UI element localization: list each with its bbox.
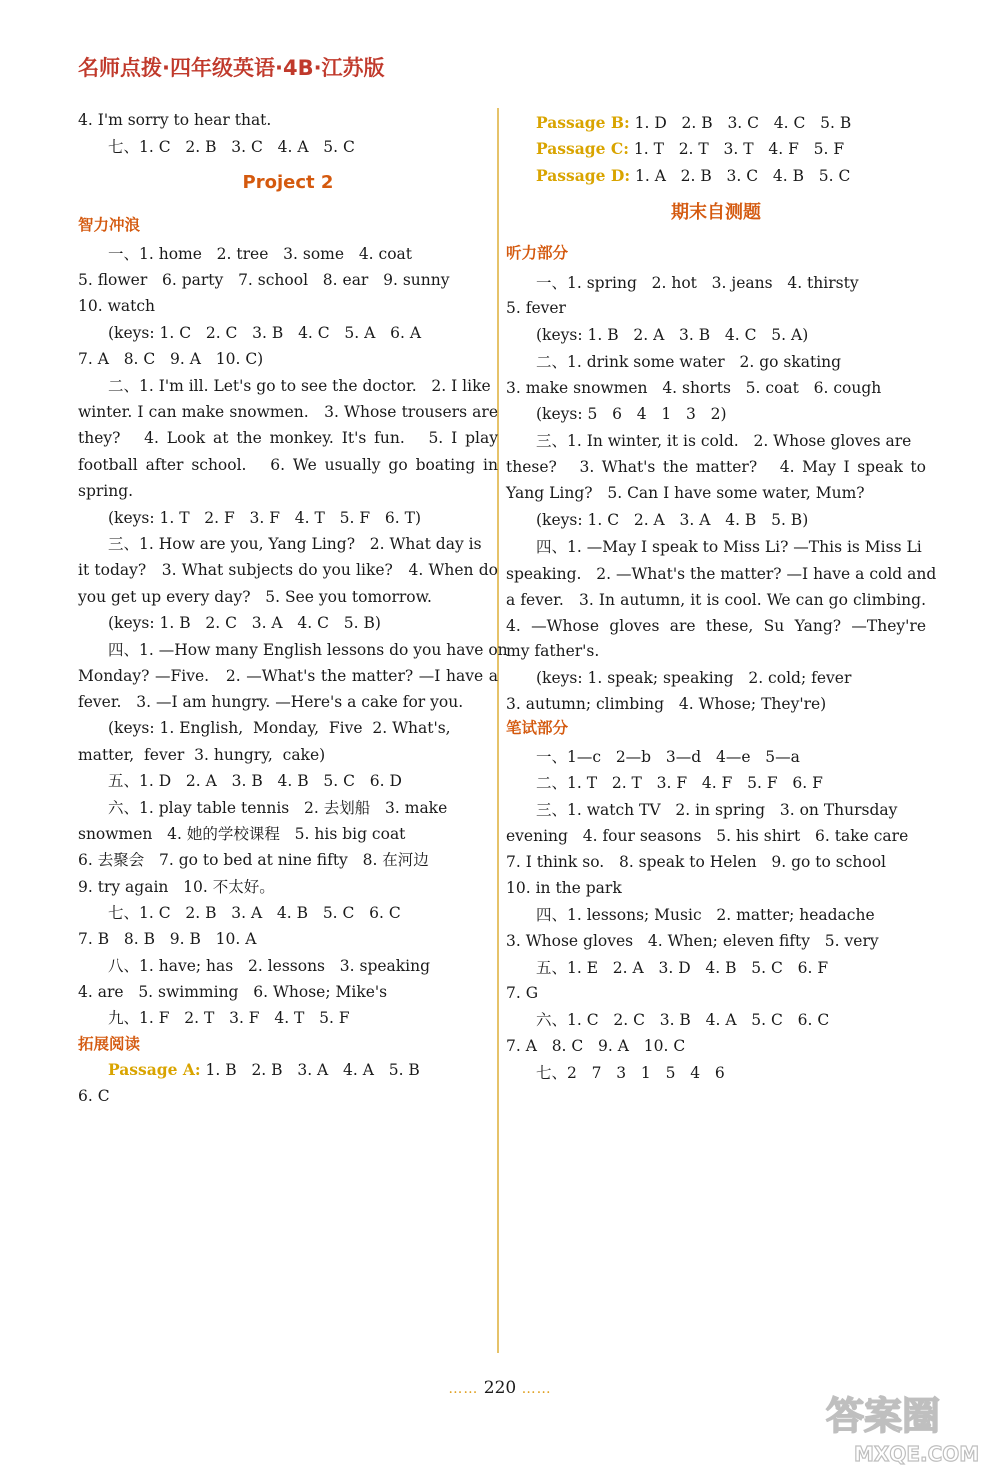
answer-line: 7. G <box>506 984 539 1002</box>
passage-label: Passage C: <box>536 139 629 158</box>
answer-line: 5. flower 6. party 7. school 8. ear 9. sunny <box>78 271 450 289</box>
answer-line: 五、1. E 2. A 3. D 4. B 5. C 6. F <box>536 959 829 977</box>
answer-line: 3. make snowmen 4. shorts 5. coat 6. cough <box>506 379 882 397</box>
answer-line: 7. B 8. B 9. B 10. A <box>78 930 257 948</box>
answer-line: 六、1. play table tennis 2. 去划船 3. make <box>108 799 448 817</box>
watermark-top-text: 答案圈 <box>826 1394 941 1438</box>
answer-line: 一、1. spring 2. hot 3. jeans 4. thirsty <box>536 274 859 292</box>
right-column <box>506 0 937 1471</box>
answer-line: 二、1. drink some water 2. go skating <box>536 353 842 371</box>
answer-line: 10. in the park <box>506 879 622 897</box>
answer-line: my father's. <box>506 642 600 660</box>
answer-line: 一、1. home 2. tree 3. some 4. coat <box>108 245 413 263</box>
answer-line: Yang Ling? 5. Can I have some water, Mum? <box>506 484 865 502</box>
answer-line: 三、1. How are you, Yang Ling? 2. What day is <box>108 535 482 553</box>
passage-label: Passage D: <box>536 166 631 185</box>
answer-line: 5. fever <box>506 299 566 317</box>
answer-line: 四、1. lessons; Music 2. matter; headache <box>536 906 875 924</box>
answer-line: 4. —Whose gloves are these, Su Yang? —They're <box>506 617 926 635</box>
answer-line: speaking. 2. —What's the matter? —I have a cold and <box>506 565 937 583</box>
answer-line: (keys: 1. B 2. A 3. B 4. C 5. A) <box>536 326 809 344</box>
watermark-bottom-text: MXQE.COM <box>854 1442 980 1466</box>
answer-line: (keys: 1. C 2. C 3. B 4. C 5. A 6. A <box>108 324 422 342</box>
passage-label: Passage A: <box>108 1060 201 1079</box>
watermark-logo <box>820 1385 995 1467</box>
answer-line: (keys: 1. speak; speaking 2. cold; fever <box>536 669 852 687</box>
page-header-title: 名师点拨·四年级英语·4B·江苏版 <box>78 56 385 80</box>
section-title: 期末自测题 <box>671 202 761 223</box>
answer-line: 二、1. T 2. T 3. F 4. F 5. F 6. F <box>536 774 823 792</box>
answer-line: 7. A 8. C 9. A 10. C) <box>78 350 264 368</box>
answer-line: fever. 3. —I am hungry. —Here's a cake for you. <box>78 693 464 711</box>
answer-line: winter. I can make snowmen. 3. Whose trousers are <box>78 403 498 421</box>
subsection-heading: 听力部分 <box>506 244 569 262</box>
footer-dots-right: …… <box>521 1381 552 1397</box>
answer-line: spring. <box>78 482 134 500</box>
passage-answers: 1. T 2. T 3. T 4. F 5. F <box>628 140 845 158</box>
answer-line: these? 3. What's the matter? 4. May I speak to <box>506 458 926 476</box>
footer-dots-left: …… <box>448 1381 479 1397</box>
answer-line: it today? 3. What subjects do you like? 4. When do <box>78 561 498 579</box>
answer-line: 9. try again 10. 不太好。 <box>78 878 275 896</box>
passage-answers: 1. A 2. B 3. C 4. B 5. C <box>630 167 851 185</box>
answer-line: 3. autumn; climbing 4. Whose; They're) <box>506 695 827 713</box>
answer-line: 五、1. D 2. A 3. B 4. B 5. C 6. D <box>108 772 402 790</box>
answer-line: they? 4. Look at the monkey. It's fun. 5. I play <box>78 429 498 447</box>
answer-line: 七、1. C 2. B 3. A 4. B 5. C 6. C <box>108 904 401 922</box>
answer-line: 一、1—c 2—b 3—d 4—e 5—a <box>536 748 800 766</box>
answer-line: snowmen 4. 她的学校课程 5. his big coat <box>78 825 406 843</box>
section-title: Project 2 <box>242 172 334 193</box>
answer-line: 九、1. F 2. T 3. F 4. T 5. F <box>108 1009 350 1027</box>
answer-line: 六、1. C 2. C 3. B 4. A 5. C 6. C <box>536 1011 830 1029</box>
answer-line: (keys: 1. T 2. F 3. F 4. T 5. F 6. T) <box>108 509 421 527</box>
page-footer <box>440 1378 560 1398</box>
answer-line: 10. watch <box>78 297 155 315</box>
answer-line: evening 4. four seasons 5. his shirt 6. take care <box>506 827 909 845</box>
answer-line: 6. C <box>78 1087 110 1105</box>
passage-answer-line <box>506 110 926 136</box>
subsection-heading: 智力冲浪 <box>78 216 141 234</box>
answer-line: 6. 去聚会 7. go to bed at nine fifty 8. 在河边 <box>78 851 429 869</box>
answer-line: 二、1. I'm ill. Let's go to see the doctor. 2. I like <box>108 377 491 395</box>
passage-answer-line <box>506 163 926 189</box>
answer-line: Monday? —Five. 2. —What's the matter? —I have a <box>78 667 498 685</box>
subsection-heading: 拓展阅读 <box>78 1035 141 1053</box>
answer-line: 四、1. —May I speak to Miss Li? —This is Miss Li <box>536 538 922 556</box>
answer-line: 七、2 7 3 1 5 4 6 <box>536 1064 725 1082</box>
answer-line: you get up every day? 5. See you tomorrow. <box>78 588 432 606</box>
passage-answer-line <box>78 1057 498 1083</box>
passage-answers: 1. B 2. B 3. A 4. A 5. B <box>200 1061 420 1079</box>
answer-line: 八、1. have; has 2. lessons 3. speaking <box>108 957 431 975</box>
subsection-heading: 笔试部分 <box>506 719 569 737</box>
answer-line: 三、1. watch TV 2. in spring 3. on Thursday <box>536 801 898 819</box>
passage-answers: 1. D 2. B 3. C 4. C 5. B <box>629 114 852 132</box>
answer-line: (keys: 1. B 2. C 3. A 4. C 5. B) <box>108 614 381 632</box>
passage-answer-line <box>506 136 926 162</box>
answer-line: 4. I'm sorry to hear that. <box>78 111 272 129</box>
answer-line: football after school. 6. We usually go boating in <box>78 456 498 474</box>
passage-label: Passage B: <box>536 113 630 132</box>
page-number: 220 <box>483 1378 517 1398</box>
answer-line: 3. Whose gloves 4. When; eleven fifty 5. very <box>506 932 879 950</box>
answer-line: 四、1. —How many English lessons do you have on <box>108 641 508 659</box>
answer-line: matter, fever 3. hungry, cake) <box>78 746 326 764</box>
answer-line: a fever. 3. In autumn, it is cool. We can go climbing. <box>506 591 926 609</box>
answer-line: (keys: 1. C 2. A 3. A 4. B 5. B) <box>536 511 809 529</box>
answer-line: (keys: 1. English, Monday, Five 2. What's, <box>108 719 451 737</box>
answer-line: 三、1. In winter, it is cold. 2. Whose gloves are <box>536 432 912 450</box>
answer-line: 七、1. C 2. B 3. C 4. A 5. C <box>108 138 355 156</box>
answer-line: 7. I think so. 8. speak to Helen 9. go to school <box>506 853 886 871</box>
answer-line: 4. are 5. swimming 6. Whose; Mike's <box>78 983 388 1001</box>
answer-line: 7. A 8. C 9. A 10. C <box>506 1037 686 1055</box>
answer-line: (keys: 5 6 4 1 3 2) <box>536 405 727 423</box>
